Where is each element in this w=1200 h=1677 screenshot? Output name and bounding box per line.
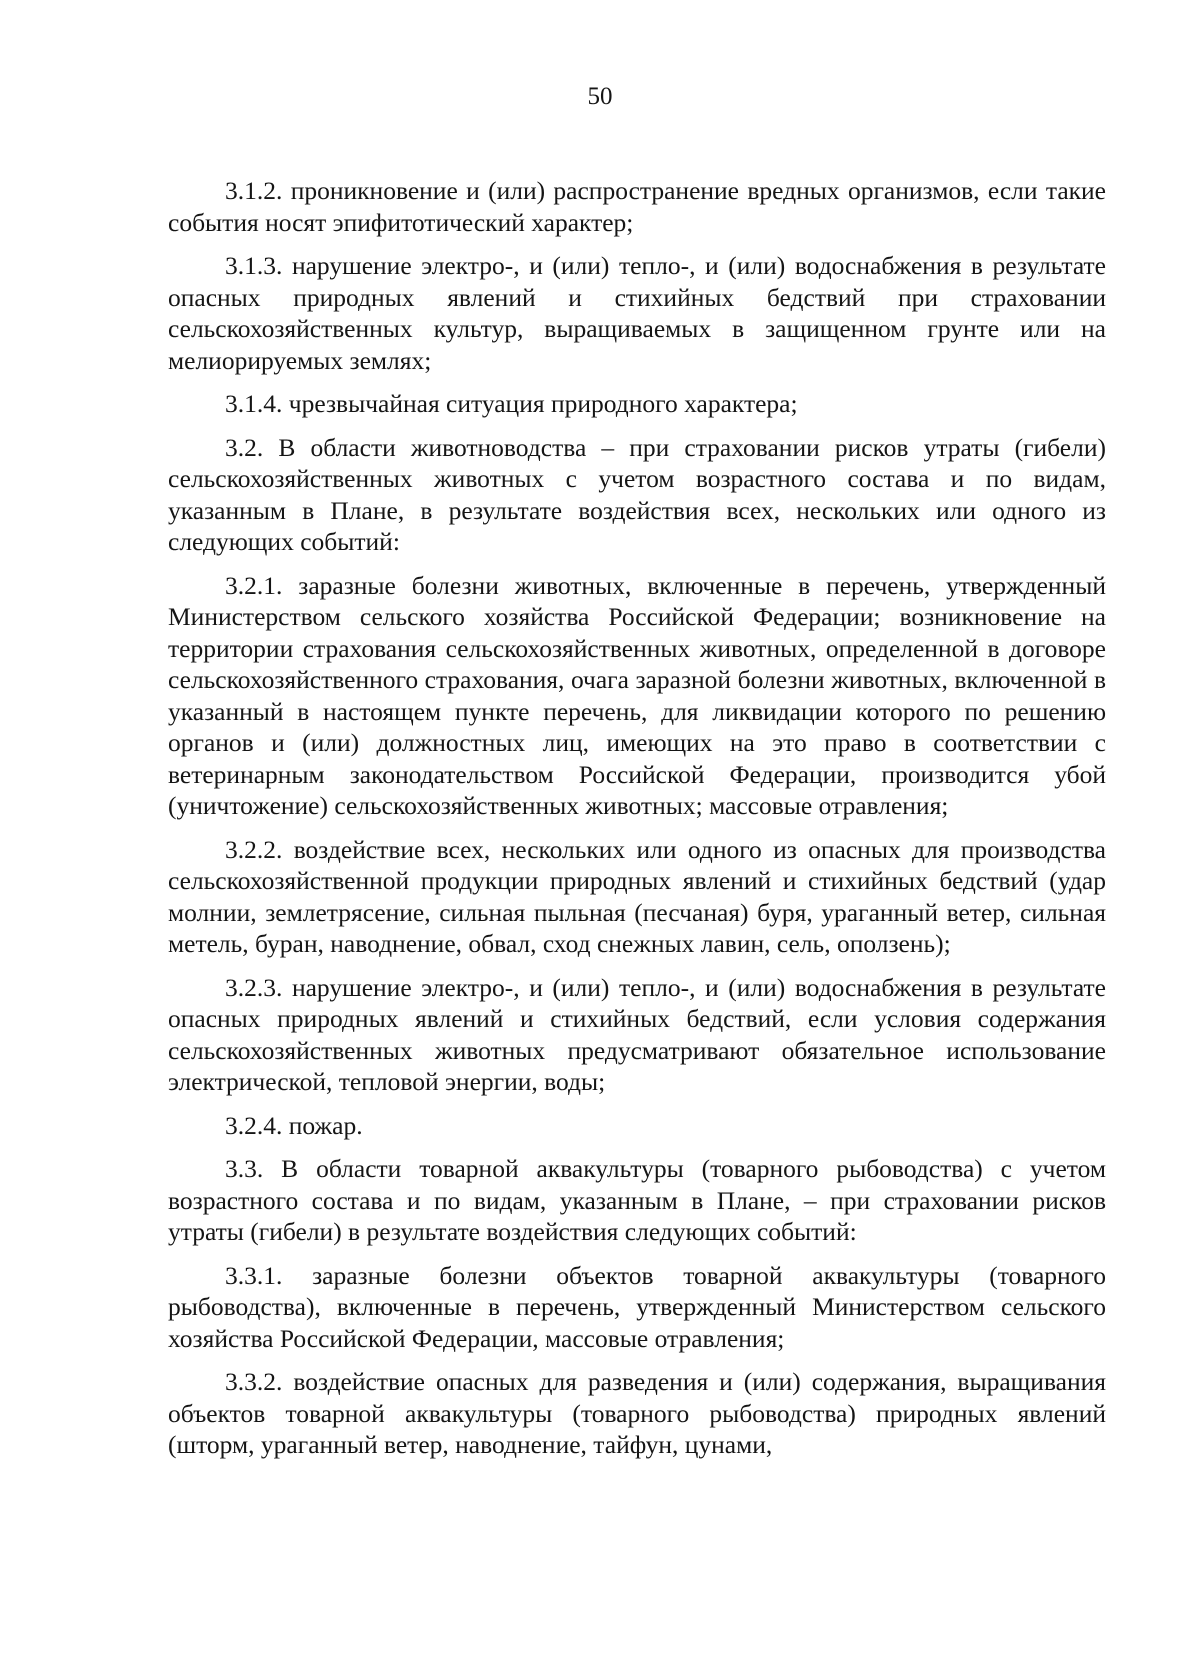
paragraph-3-2-2: 3.2.2. воздействие всех, нескольких или одного из опасных для производства сельскохозяйственной продукции природных явлений и стихийных бедствий (удар молнии, землетрясение, сильная пыльная (песчаная) буря, ураганный ветер, сильная метель, буран, наводнение, обвал, сход снежных лавин, сель, оползень); <box>168 834 1106 958</box>
page-number: 50 <box>587 83 613 110</box>
paragraph-3-1-2: 3.1.2. проникновение и (или) распространение вредных организмов, если такие события носят эпифитотический характер; <box>168 176 1106 237</box>
document-body <box>168 175 1106 1473</box>
paragraph-3-3-1: 3.3.1. заразные болезни объектов товарной аквакультуры (товарного рыбоводства), включенные в перечень, утвержденный Министерством сельского хозяйства Российской Федерации, массовые отравления; <box>168 1260 1106 1353</box>
paragraph-3-1-3: 3.1.3. нарушение электро-, и (или) тепло-, и (или) водоснабжения в результате опасных природных явлений и стихийных бедствий при страховании сельскохозяйственных культур, выращиваемых в защищенном грунте или на мелиорируемых землях; <box>168 251 1106 375</box>
paragraph-3-1-4: 3.1.4. чрезвычайная ситуация природного характера; <box>225 389 798 418</box>
paragraph-3-2-4: 3.2.4. пожар. <box>225 1110 363 1140</box>
paragraph-3-2-3: 3.2.3. нарушение электро-, и (или) тепло-, и (или) водоснабжения в результате опасных природных явлений и стихийных бедствий, если условия содержания сельскохозяйственных животных предусматривают обязательное использование электрической, тепловой энергии, воды; <box>168 972 1106 1096</box>
paragraph-3-3: 3.3. В области товарной аквакультуры (товарного рыбоводства) с учетом возрастного состава и по видам, указанным в Плане, – при страховании рисков утраты (гибели) в результате воздействия следующих событий: <box>168 1154 1106 1246</box>
paragraph-3-2-1: 3.2.1. заразные болезни животных, включенные в перечень, утвержденный Министерством сельского хозяйства Российской Федерации; возникновение на территории страхования сельскохозяйственных животных, определенной в договоре сельскохозяйственного страхования, очага заразной болезни животных, включенной в указанный в настоящем пункте перечень, для ликвидации которого по решению органов и (или) должностных лиц, имеющих на это право в соответствии с ветеринарным законодательством Российской Федерации, производится убой (уничтожение) сельскохозяйственных животных; массовые отравления; <box>168 570 1106 820</box>
paragraph-3-3-2: 3.3.2. воздействие опасных для разведения и (или) содержания, выращивания объектов товарной аквакультуры (товарного рыбоводства) природных явлений (шторм, ураганный ветер, наводнение, тайфун, цунами, <box>168 1367 1106 1459</box>
paragraph-3-2: 3.2. В области животноводства – при страховании рисков утраты (гибели) сельскохозяйственных животных с учетом возрастного состава и по видам, указанным в Плане, в результате воздействия всех, нескольких или одного из следующих событий: <box>168 432 1106 556</box>
